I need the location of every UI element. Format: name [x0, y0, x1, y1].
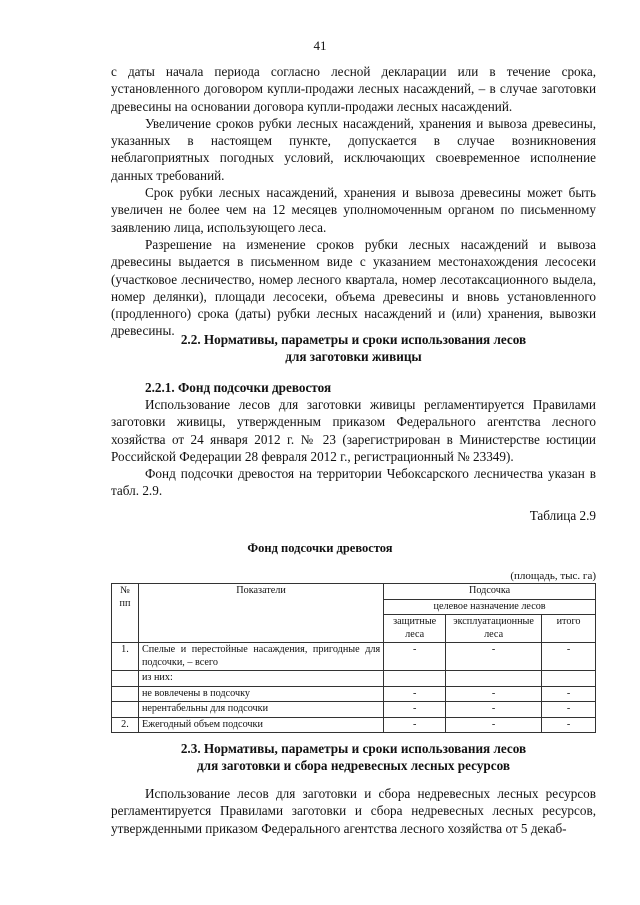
table-header-row	[112, 584, 596, 600]
cell-protective	[384, 671, 446, 687]
cell-exploitation: -	[446, 717, 542, 733]
paragraph: Фонд подсочки древостоя на территории Чебоксарского лесничества указан в табл. 2.9.	[111, 466, 596, 499]
paragraph-continuation: с даты начала периода согласно лесной декларации или в течение срока, установленного договором купли-продажи лесных насаждений, – в случае заготовки древесины на основании договора купли-продажи лесных насаждений.	[111, 64, 596, 114]
heading-line: 2.2. Нормативы, параметры и сроки использования лесов	[180, 332, 527, 347]
paragraph: Увеличение сроков рубки лесных насаждений, хранения и вывоза древесины, указанных в настоящем пункте, допускается в случае возникновения неблагоприятных погодных условий, исключающих своевременное исполнение данных требований.	[111, 115, 596, 183]
table-row	[112, 686, 596, 702]
table-row	[112, 671, 596, 687]
cell-exploitation	[446, 671, 542, 687]
header-num: № пп	[112, 584, 139, 643]
tapping-fund-table	[111, 583, 596, 733]
table-title: Фонд подсочки древостоя	[247, 541, 393, 555]
cell-total: -	[542, 686, 596, 702]
heading-line: для заготовки и сбора недревесных лесных ресурсов	[197, 758, 510, 773]
header-purpose: целевое назначение лесов	[384, 599, 596, 615]
cell-label: Спелые и перестойные насаждения, пригодные для подсочки, – всего	[138, 643, 383, 671]
paragraph: Использование лесов для заготовки и сбора недревесных лесных ресурсов регламентируется Правилами заготовки и сбора недревесных лесных ресурсов, утвержденными приказом Федерального агентства лесного хозяйства от 5 декаб-	[111, 786, 596, 836]
cell-total: -	[542, 717, 596, 733]
cell-num	[112, 702, 139, 718]
section-heading-2-3	[111, 740, 596, 774]
table-row	[112, 717, 596, 733]
intro-text	[111, 63, 596, 340]
cell-protective: -	[384, 702, 446, 718]
subsection-heading-2-2-1: 2.2.1. Фонд подсочки древостоя	[145, 380, 332, 395]
heading-line: для заготовки живицы	[285, 349, 422, 364]
cell-total: -	[542, 643, 596, 671]
cell-label: Ежегодный объем подсочки	[138, 717, 383, 733]
cell-protective: -	[384, 717, 446, 733]
cell-exploitation: -	[446, 686, 542, 702]
page-number: 41	[313, 38, 327, 53]
section-heading-2-2	[111, 331, 596, 365]
cell-num: 1.	[112, 643, 139, 671]
header-indicators: Показатели	[138, 584, 383, 643]
header-exploitation: эксплуатационные леса	[446, 615, 542, 643]
subsection-text	[111, 396, 596, 500]
cell-label: нерентабельны для подсочки	[138, 702, 383, 718]
cell-num	[112, 671, 139, 687]
header-protective: защитные леса	[384, 615, 446, 643]
cell-exploitation: -	[446, 643, 542, 671]
table-label: Таблица 2.9	[529, 508, 596, 523]
cell-label: не вовлечены в подсочку	[138, 686, 383, 702]
cell-num	[112, 686, 139, 702]
table-row	[112, 702, 596, 718]
cell-num: 2.	[112, 717, 139, 733]
header-tapping: Подсочка	[384, 584, 596, 600]
cell-protective: -	[384, 643, 446, 671]
cell-label: из них:	[138, 671, 383, 687]
final-text	[111, 785, 596, 837]
heading-line: 2.3. Нормативы, параметры и сроки использования лесов	[180, 741, 527, 756]
cell-total	[542, 671, 596, 687]
table-row	[112, 643, 596, 671]
cell-exploitation: -	[446, 702, 542, 718]
cell-protective: -	[384, 686, 446, 702]
paragraph: Срок рубки лесных насаждений, хранения и вывоза древесины может быть увеличен не более чем на 12 месяцев уполномоченным органом по письменному заявлению лица, использующего леса.	[111, 185, 596, 235]
cell-total: -	[542, 702, 596, 718]
paragraph: Разрешение на изменение сроков рубки лесных насаждений и вывоза древесины выдается в письменном виде с указанием местонахождения лесосеки (участковое лесничество, номер лесного квартала, номер лесотаксационного выдела, номер делянки), площади лесосеки, объема древесины и вновь установленного (продленного) срока (даты) рубки лесных насаждений и (или) хранения, вывозки древесины.	[111, 236, 596, 339]
header-total: итого	[542, 615, 596, 643]
paragraph: Использование лесов для заготовки живицы регламентируется Правилами заготовки живицы, утвержденным приказом Федерального агентства лесного хозяйства от 24 января 2012 г. № 23 (зарегистрирован в Министерстве юстиции Российской Федерации 28 февраля 2012 г., регистрационный № 23349).	[111, 397, 596, 464]
table-unit: (площадь, тыс. га)	[510, 570, 596, 582]
